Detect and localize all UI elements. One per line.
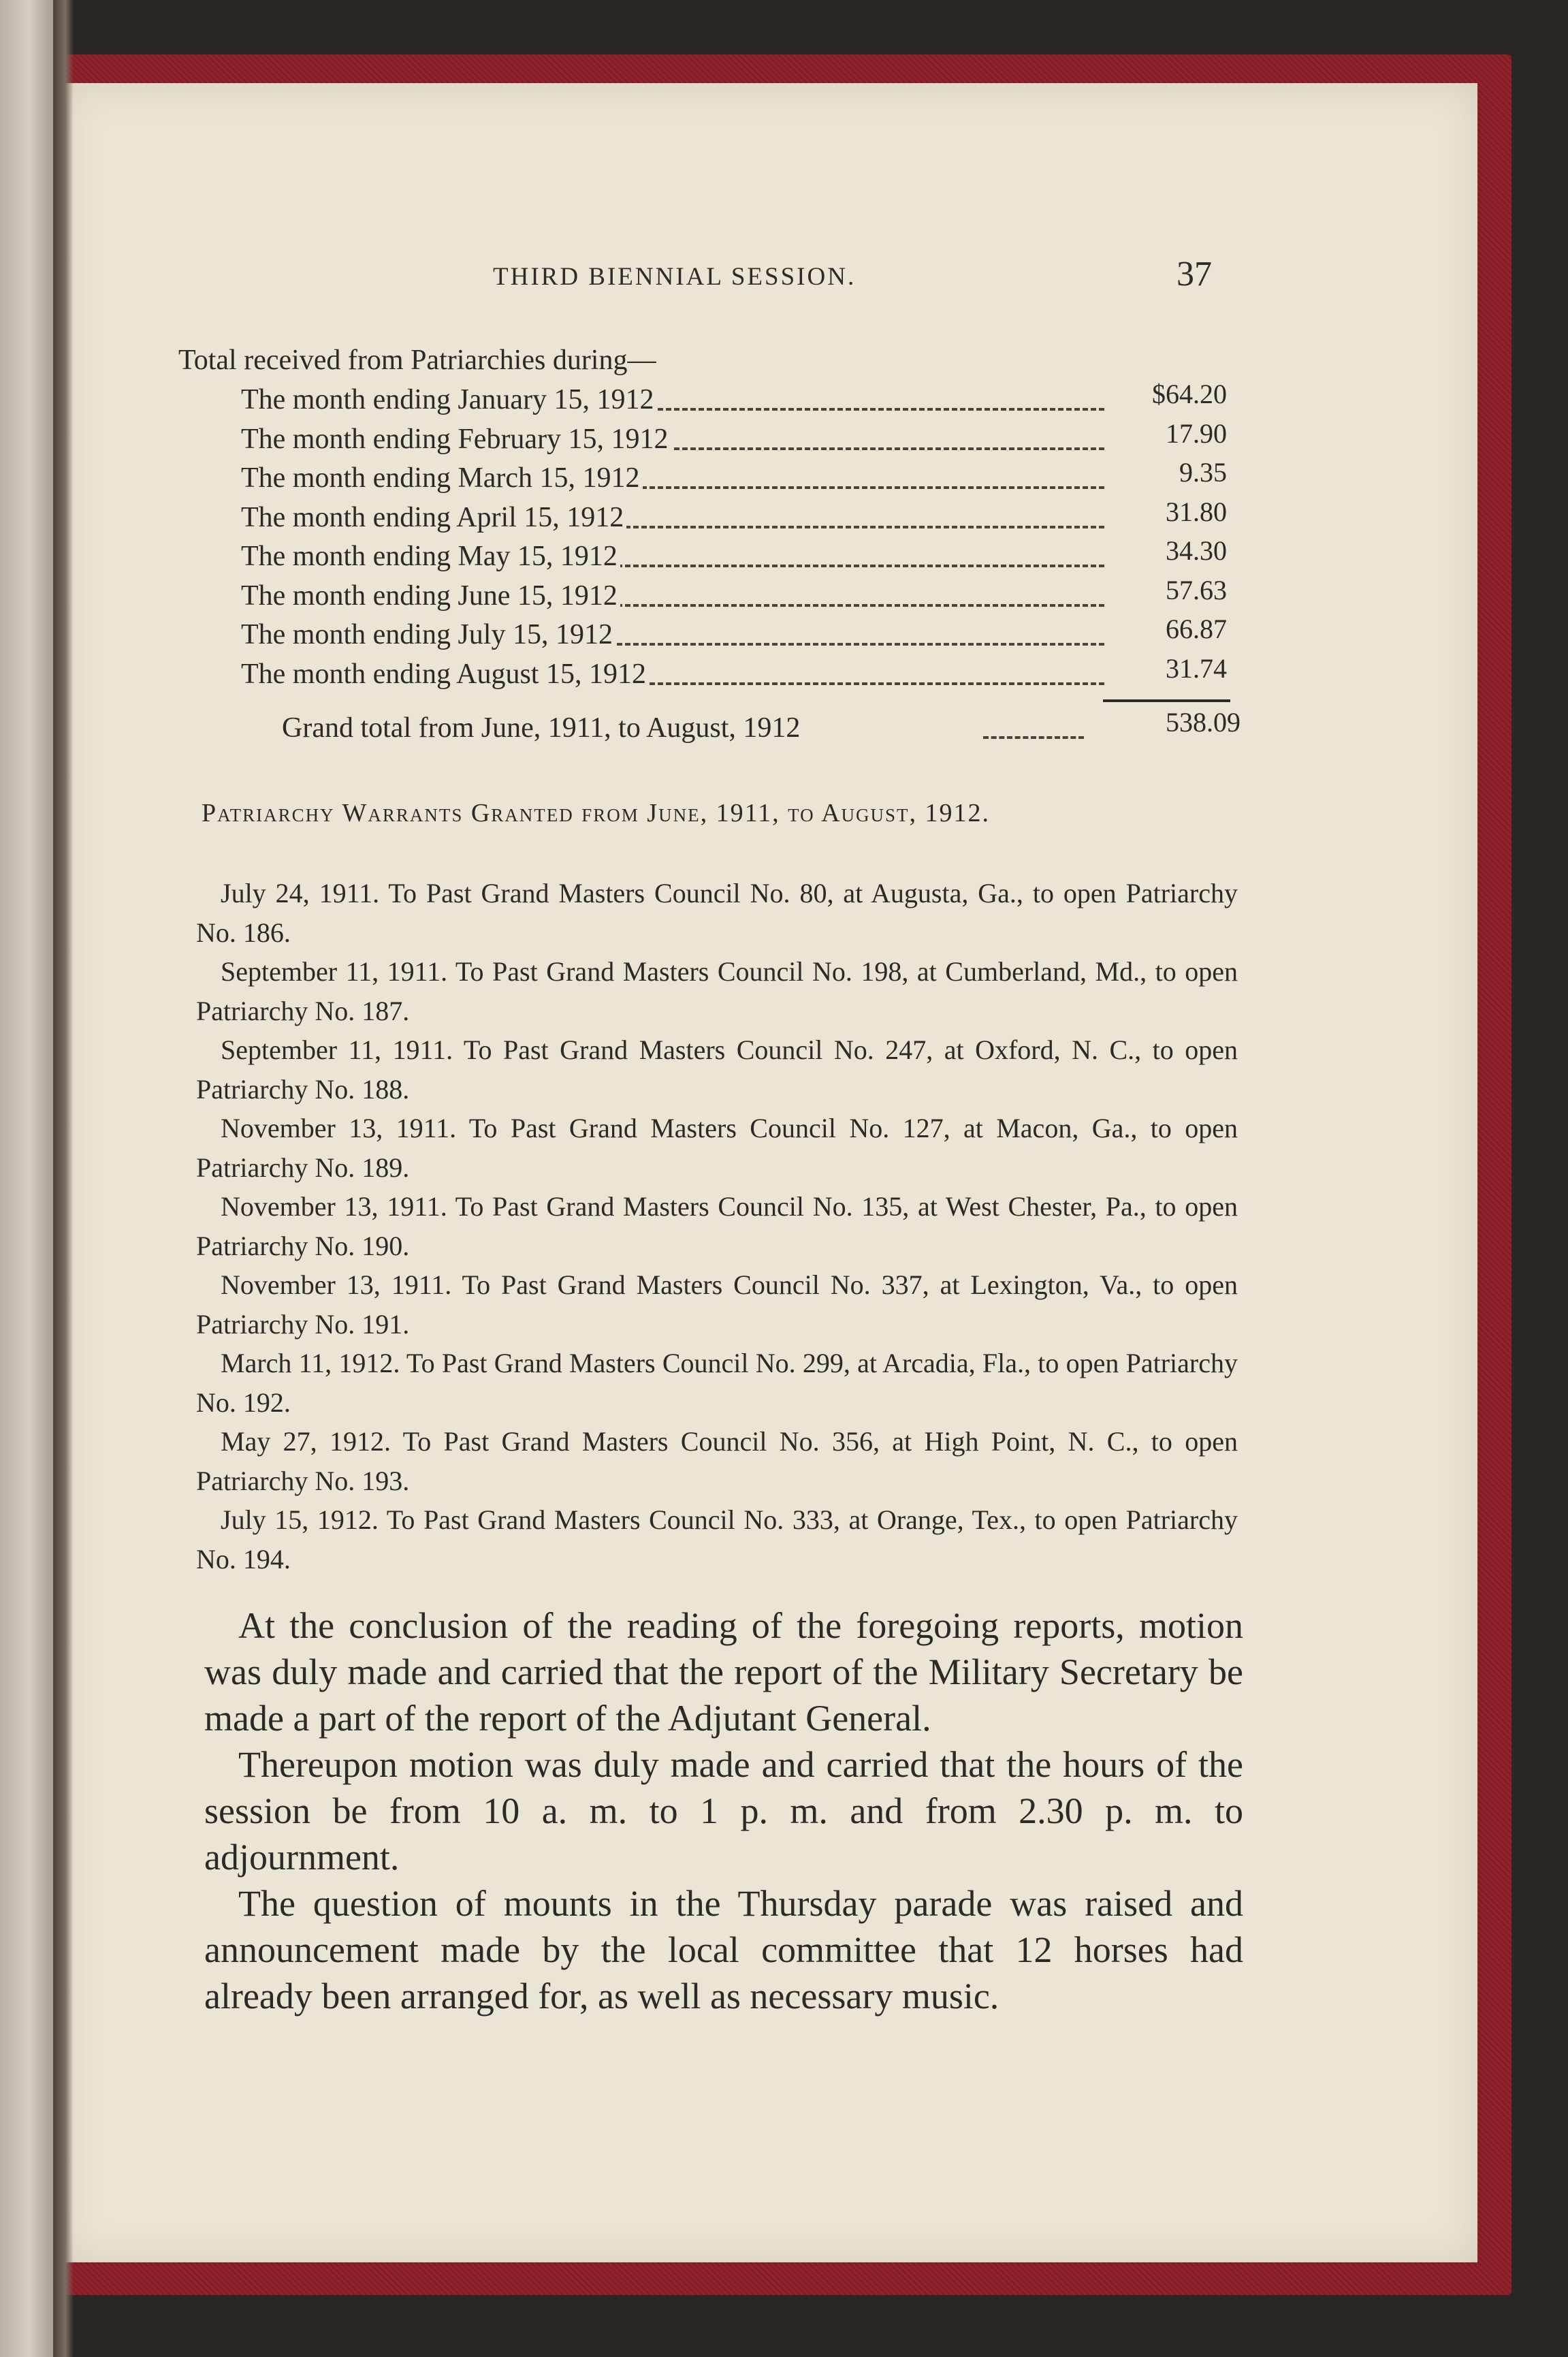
warrants-list bbox=[196, 874, 1238, 1579]
receipt-amount: 31.80 bbox=[1166, 496, 1227, 527]
receipt-amount: 17.90 bbox=[1166, 417, 1227, 449]
receipt-row bbox=[178, 457, 1241, 501]
receipt-row bbox=[178, 496, 1241, 541]
receipts-table bbox=[178, 344, 1241, 744]
closing-paragraph: Thereupon motion was duly made and carried that the hours of the session be from 10 a. m. to 1 p. m. and from 2.30 p. m. to adjournment. bbox=[204, 1744, 1243, 1878]
receipt-amount: 66.87 bbox=[1166, 614, 1227, 644]
grand-total-row bbox=[282, 707, 1241, 753]
warrant-entry: November 13, 1911. To Past Grand Masters Council No. 127, at Macon, Ga., to open Patriarchy No. 189. bbox=[196, 1113, 1238, 1183]
warrant-entry: May 27, 1912. To Past Grand Masters Council No. 356, at High Point, N. C., to open Patriarchy No. 193. bbox=[196, 1426, 1238, 1496]
closing-paragraph: The question of mounts in the Thursday parade was raised and announcement made by the local committee that 12 horses had already been arranged for, as well as necessary music. bbox=[204, 1883, 1243, 2016]
closing-text bbox=[204, 1602, 1243, 2019]
facing-page-edge bbox=[0, 0, 53, 2357]
receipt-amount: 9.35 bbox=[1179, 457, 1227, 488]
receipt-row bbox=[178, 652, 1241, 697]
receipt-label: The month ending January 15, 1912 bbox=[241, 383, 657, 416]
receipt-label: The month ending May 15, 1912 bbox=[241, 540, 620, 573]
warrant-entry: July 24, 1911. To Past Grand Masters Council No. 80, at Augusta, Ga., to open Patriarchy No. 186. bbox=[196, 878, 1238, 948]
dot-leader bbox=[983, 736, 1084, 739]
receipt-label: The month ending February 15, 1912 bbox=[241, 423, 671, 456]
warrant-entry: March 11, 1912. To Past Grand Masters Council No. 299, at Arcadia, Fla., to open Patriarchy No. 192. bbox=[196, 1348, 1238, 1418]
warrants-heading: Patriarchy Warrants Granted from June, 1911, to August, 1912. bbox=[202, 799, 991, 827]
receipt-row bbox=[178, 379, 1241, 423]
receipt-amount: $64.20 bbox=[1152, 379, 1227, 409]
grand-total-amount: 538.09 bbox=[1166, 707, 1241, 738]
binding-gutter bbox=[53, 0, 74, 2357]
warrant-entry: November 13, 1911. To Past Grand Masters Council No. 337, at Lexington, Va., to open Patriarchy No. 191. bbox=[196, 1269, 1238, 1340]
grand-total-label: Grand total from June, 1911, to August, 1912 bbox=[282, 712, 803, 744]
warrant-entry: November 13, 1911. To Past Grand Masters Council No. 135, at West Chester, Pa., to open Patriarchy No. 190. bbox=[196, 1191, 1238, 1261]
page-number: 37 bbox=[1177, 255, 1212, 294]
receipt-label: The month ending August 15, 1912 bbox=[241, 658, 649, 691]
sum-rule bbox=[1103, 699, 1230, 702]
receipt-row bbox=[178, 574, 1241, 619]
receipts-intro: Total received from Patriarchies during— bbox=[178, 345, 656, 376]
receipt-label: The month ending March 15, 1912 bbox=[241, 462, 643, 494]
receipt-label: The month ending April 15, 1912 bbox=[241, 501, 626, 534]
receipt-label: The month ending June 15, 1912 bbox=[241, 580, 620, 612]
receipt-row bbox=[178, 535, 1241, 580]
closing-paragraph: At the conclusion of the reading of the foregoing reports, motion was duly made and carried that the report of the Military Secretary be made a part of the report of the Adjutant General. bbox=[204, 1605, 1243, 1739]
page-header bbox=[0, 255, 1568, 303]
receipt-amount: 57.63 bbox=[1166, 574, 1227, 605]
receipt-row bbox=[178, 614, 1241, 658]
receipt-amount: 31.74 bbox=[1166, 652, 1227, 684]
warrant-entry: September 11, 1911. To Past Grand Masters Council No. 247, at Oxford, N. C., to open Patriarchy No. 188. bbox=[196, 1034, 1238, 1105]
warrant-entry: July 15, 1912. To Past Grand Masters Council No. 333, at Orange, Tex., to open Patriarchy No. 194. bbox=[196, 1504, 1238, 1575]
running-title: THIRD BIENNIAL SESSION. bbox=[493, 263, 857, 291]
receipt-row bbox=[178, 417, 1241, 462]
receipt-label: The month ending July 15, 1912 bbox=[241, 618, 615, 651]
warrant-entry: September 11, 1911. To Past Grand Masters Council No. 198, at Cumberland, Md., to open Patriarchy No. 187. bbox=[196, 956, 1238, 1026]
receipt-amount: 34.30 bbox=[1166, 535, 1227, 566]
